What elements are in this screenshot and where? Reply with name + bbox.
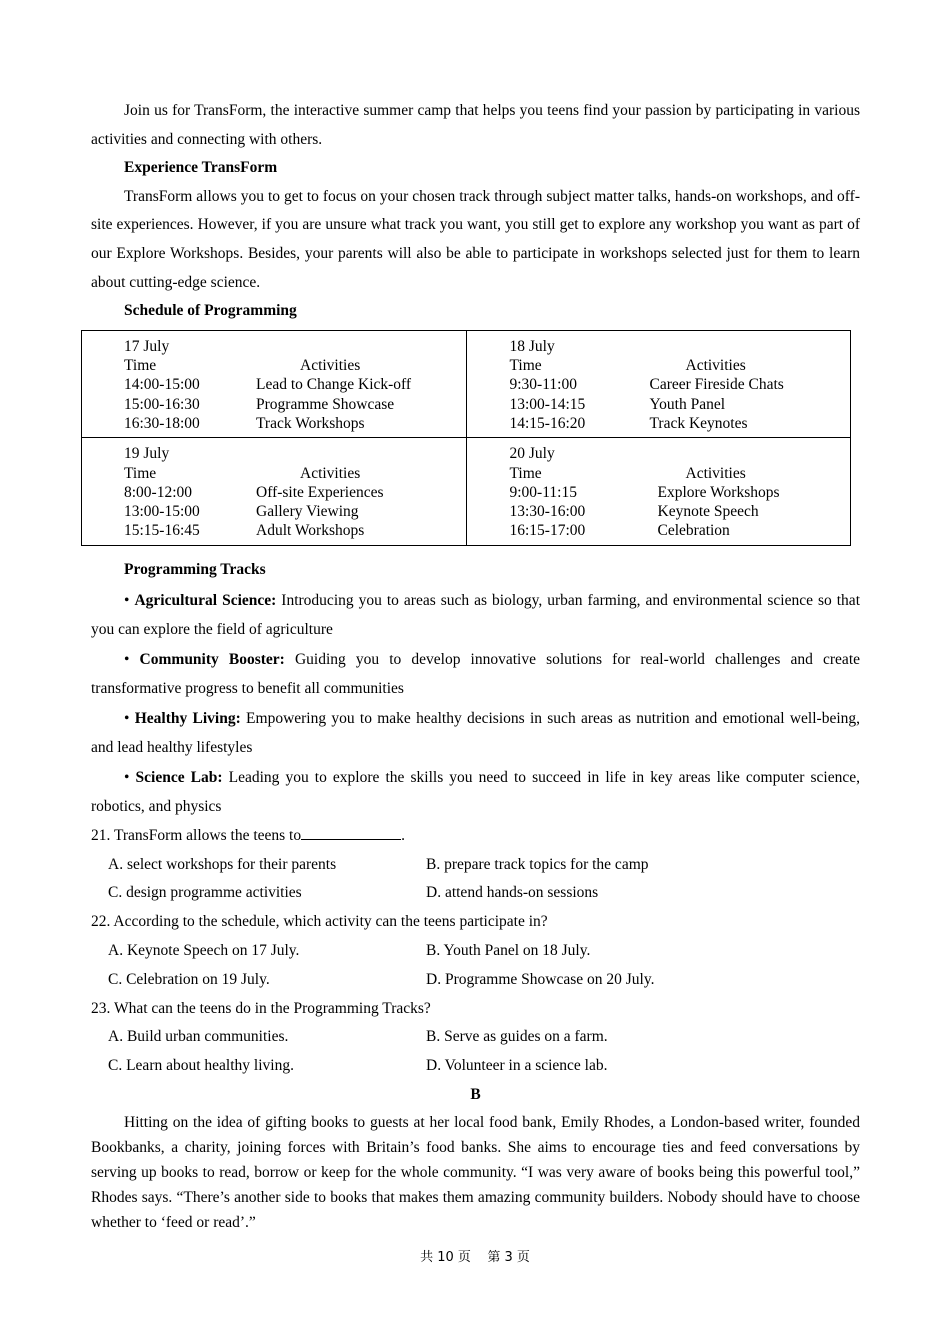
track-name: Science Lab:: [135, 768, 223, 786]
option-a: A. select workshops for their parents: [108, 855, 337, 873]
question-22: 22. According to the schedule, which activity can the teens participate in?: [91, 913, 548, 931]
schedule-day-20: [466, 438, 851, 545]
schedule-row: 8:00-12:00 Off-site Experiences: [124, 483, 384, 501]
activities-header: Activities: [300, 464, 361, 482]
schedule-heading: Schedule of Programming: [124, 302, 297, 320]
question-23: 23. What can the teens do in the Programming Tracks?: [91, 999, 431, 1017]
time-header: Time: [509, 357, 542, 375]
schedule-row: 13:30-16:00 Keynote Speech: [509, 503, 759, 521]
schedule-row: 13:00-14:15 Youth Panel: [509, 395, 726, 413]
schedule-day-17: [82, 330, 467, 437]
option-a: A. Build urban communities.: [108, 1028, 289, 1046]
schedule-row: 14:00-15:00 Lead to Change Kick-off: [124, 376, 412, 394]
schedule-day-19: [82, 438, 467, 545]
track-item: • Community Booster: Guiding you to develop innovative solutions for real-world challenges and create transformative progress to benefit all communities: [91, 650, 861, 698]
section-b-paragraph: Hitting on the idea of gifting books to guests at her local food bank, Emily Rhodes, a London-based writer, founded Bookbanks, a charity, joining forces with Britain’s food banks. She aims to encourage ties and feed conversations by serving up books to read, borrow or keep for the whole community. “I was very aware of books being this powerful tool,” Rhodes says. “There’s another side to books that makes them amazing community builders. Nobody should have to choose whether to ‘feed or read’.”: [91, 1113, 860, 1231]
track-item: • Science Lab: Leading you to explore the skills you need to succeed in life in key areas like computer science, robotics, and physics: [91, 768, 860, 816]
tracks-heading: Programming Tracks: [124, 560, 266, 578]
option-d: D. Programme Showcase on 20 July.: [426, 970, 655, 988]
schedule-row: 16:15-17:00 Celebration: [509, 522, 730, 540]
schedule-day-18: [466, 330, 851, 437]
day-date: 20 July: [509, 445, 555, 463]
option-b: B. prepare track topics for the camp: [426, 855, 649, 873]
activities-header: Activities: [685, 464, 746, 482]
activities-header: Activities: [300, 357, 361, 375]
track-item: • Agricultural Science: Introducing you to areas such as biology, urban farming, and environmental science so that you can explore the field of agriculture: [91, 591, 860, 639]
option-b: B. Youth Panel on 18 July.: [426, 941, 591, 959]
option-d: D. Volunteer in a science lab.: [426, 1057, 608, 1075]
schedule-row: 13:00-15:00 Gallery Viewing: [124, 503, 359, 521]
schedule-row: 16:30-18:00 Track Workshops: [124, 414, 365, 432]
experience-heading: Experience TransForm: [124, 159, 278, 177]
day-date: 17 July: [124, 337, 170, 355]
schedule-row: 15:00-16:30 Programme Showcase: [124, 395, 395, 413]
day-date: 18 July: [509, 337, 555, 355]
intro-paragraph: Join us for TransForm, the interactive summer camp that helps you teens find your passion by participating in various activities and connecting with others.: [91, 102, 860, 148]
track-name: Community Booster:: [139, 650, 285, 668]
time-header: Time: [124, 357, 157, 375]
answer-blank: [301, 825, 401, 840]
schedule-row: 15:15-16:45 Adult Workshops: [124, 522, 365, 540]
option-d: D. attend hands-on sessions: [426, 884, 599, 902]
section-b-label: B: [470, 1085, 481, 1103]
schedule-row: 9:00-11:15 Explore Workshops: [509, 483, 780, 501]
track-name: Healthy Living:: [134, 709, 241, 727]
time-header: Time: [124, 464, 157, 482]
schedule-row: 9:30-11:00 Career Fireside Chats: [509, 376, 784, 394]
question-21: 21. TransForm allows the teens to .: [91, 826, 405, 844]
time-header: Time: [509, 464, 542, 482]
experience-paragraph: TransForm allows you to get to focus on your chosen track through subject matter talks, hands-on workshops, and off-site experiences. However, if you are unsure what track you want, you still get to explore any workshop you want as part of our Explore Workshops. Besides, your parents will also be able to participate in workshops selected just for them to learn about cutting-edge science.: [91, 187, 860, 291]
option-b: B. Serve as guides on a farm.: [426, 1028, 608, 1046]
option-a: A. Keynote Speech on 17 July.: [108, 941, 300, 959]
activities-header: Activities: [685, 357, 746, 375]
option-c: C. Celebration on 19 July.: [108, 970, 270, 988]
day-date: 19 July: [124, 445, 170, 463]
page-footer: 共 10 页 第 3 页: [420, 1250, 530, 1265]
option-c: C. design programme activities: [108, 884, 302, 902]
track-name: Agricultural Science:: [134, 591, 277, 609]
option-c: C. Learn about healthy living.: [108, 1057, 294, 1075]
document-page: [91, 97, 860, 1235]
track-item: • Healthy Living: Empowering you to make healthy decisions in such areas as nutrition and emotional well-being, and lead healthy lifestyles: [91, 709, 861, 757]
schedule-row: 14:15-16:20 Track Keynotes: [509, 414, 748, 432]
schedule-table: [81, 330, 851, 546]
